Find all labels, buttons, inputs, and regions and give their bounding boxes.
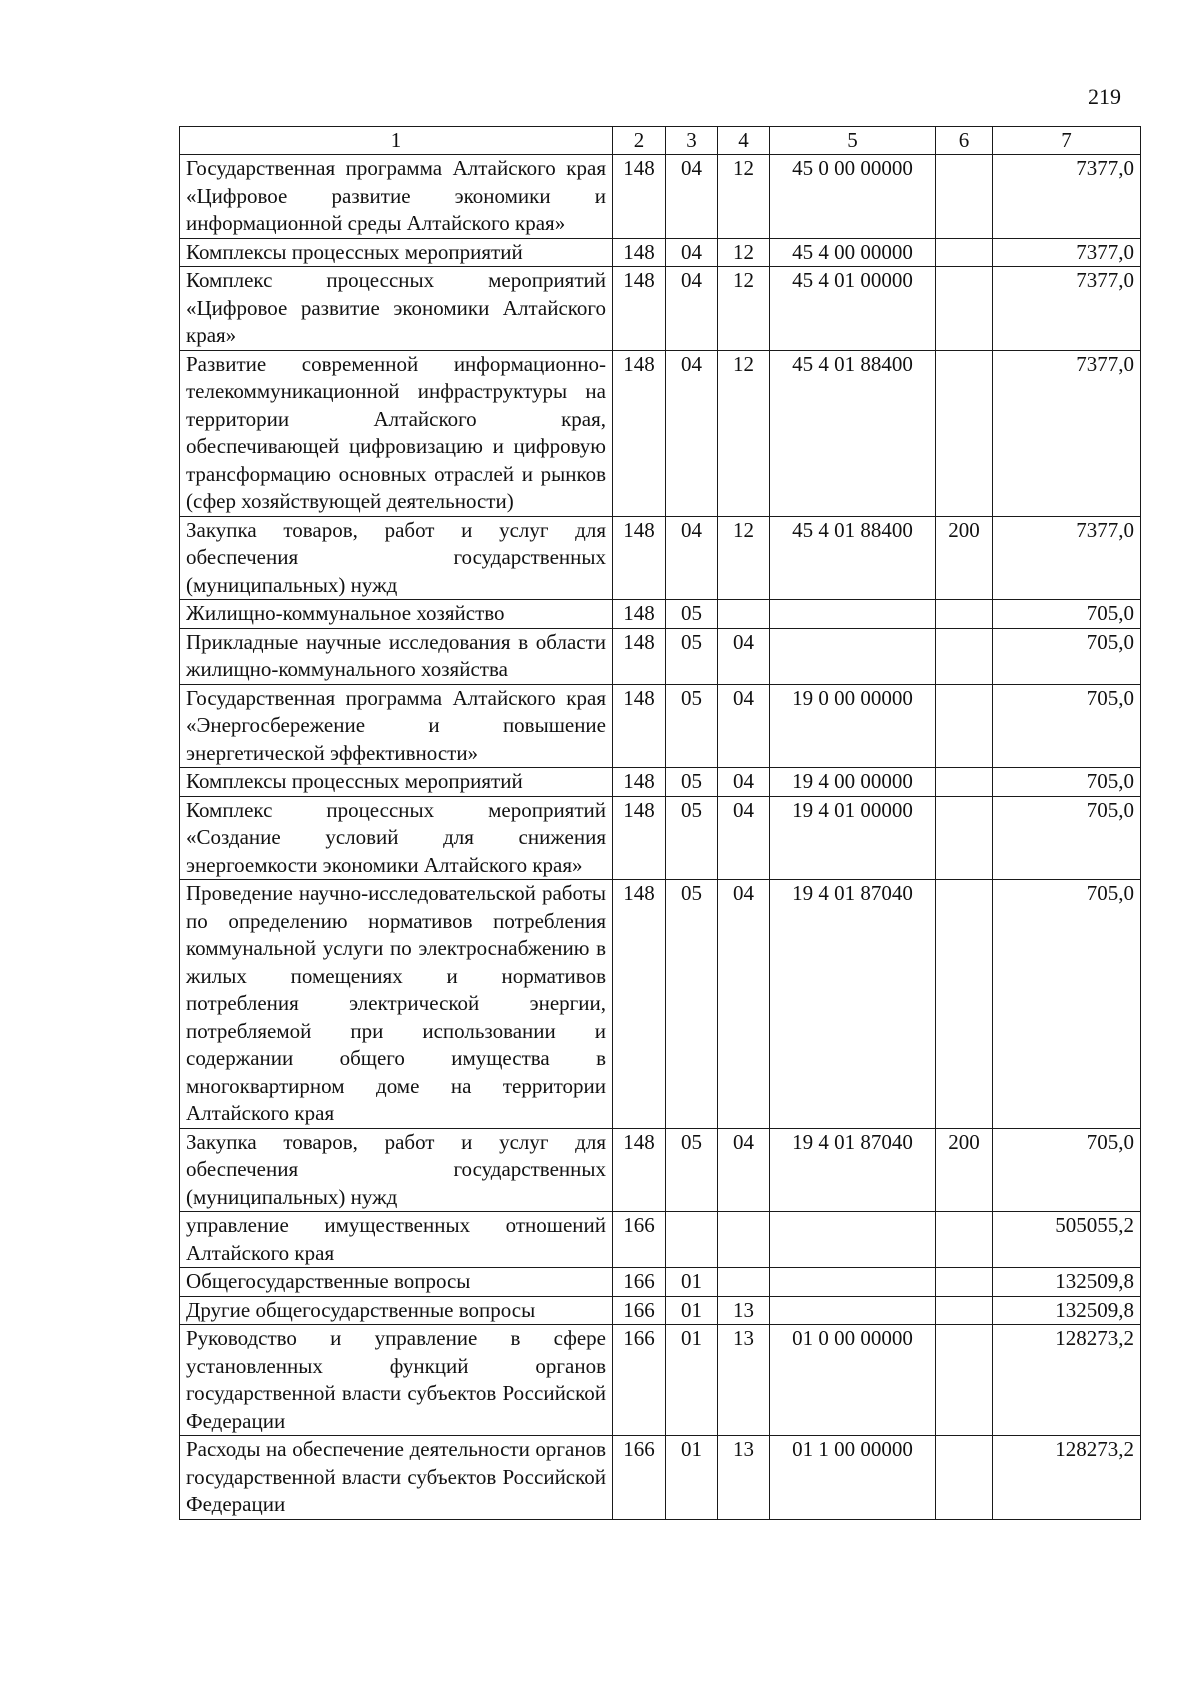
row-amount: 705,0	[993, 628, 1141, 684]
row-code-section: 05	[666, 1128, 718, 1212]
row-code-subsection: 13	[718, 1325, 770, 1436]
row-code-admin: 166	[613, 1296, 666, 1325]
row-amount: 132509,8	[993, 1268, 1141, 1297]
row-code-expense-type	[936, 1436, 993, 1520]
row-code-expense-type: 200	[936, 516, 993, 600]
budget-table	[179, 126, 1141, 1520]
row-amount: 705,0	[993, 796, 1141, 880]
row-code-target: 19 4 01 87040	[770, 880, 936, 1129]
row-code-target: 19 0 00 00000	[770, 684, 936, 768]
row-code-admin: 148	[613, 768, 666, 797]
row-code-admin: 148	[613, 600, 666, 629]
row-amount: 7377,0	[993, 238, 1141, 267]
row-code-section: 05	[666, 600, 718, 629]
row-code-target: 45 4 01 00000	[770, 267, 936, 351]
row-code-section: 05	[666, 880, 718, 1129]
column-header-6: 6	[936, 127, 993, 155]
row-code-admin: 148	[613, 267, 666, 351]
table-row	[180, 768, 1141, 797]
row-code-subsection: 12	[718, 350, 770, 516]
table-row	[180, 880, 1141, 1129]
table-body	[180, 155, 1141, 1520]
row-code-section: 05	[666, 684, 718, 768]
row-code-target	[770, 628, 936, 684]
row-code-target: 19 4 00 00000	[770, 768, 936, 797]
row-amount: 705,0	[993, 1128, 1141, 1212]
row-code-admin: 148	[613, 880, 666, 1129]
row-code-target	[770, 1268, 936, 1297]
row-code-admin: 148	[613, 684, 666, 768]
row-code-expense-type	[936, 1212, 993, 1268]
row-code-section: 05	[666, 628, 718, 684]
row-code-expense-type	[936, 768, 993, 797]
table-row	[180, 238, 1141, 267]
row-code-subsection: 12	[718, 516, 770, 600]
row-amount: 128273,2	[993, 1325, 1141, 1436]
table-row	[180, 350, 1141, 516]
row-code-subsection: 13	[718, 1436, 770, 1520]
row-code-subsection: 04	[718, 768, 770, 797]
table-row	[180, 1296, 1141, 1325]
row-code-admin: 166	[613, 1325, 666, 1436]
row-code-section: 04	[666, 350, 718, 516]
row-name: управление имущественных отношений Алтайского края	[180, 1212, 613, 1268]
row-code-subsection: 04	[718, 628, 770, 684]
row-code-target: 01 0 00 00000	[770, 1325, 936, 1436]
row-amount: 132509,8	[993, 1296, 1141, 1325]
row-name: Другие общегосударственные вопросы	[180, 1296, 613, 1325]
row-amount: 705,0	[993, 684, 1141, 768]
row-code-section: 05	[666, 796, 718, 880]
table-row	[180, 267, 1141, 351]
row-code-expense-type	[936, 155, 993, 239]
row-code-admin: 148	[613, 516, 666, 600]
column-header-7: 7	[993, 127, 1141, 155]
row-code-expense-type: 200	[936, 1128, 993, 1212]
row-code-expense-type	[936, 1296, 993, 1325]
column-header-4: 4	[718, 127, 770, 155]
row-code-target	[770, 1212, 936, 1268]
row-name: Комплексы процессных мероприятий	[180, 768, 613, 797]
row-code-target: 45 4 00 00000	[770, 238, 936, 267]
table-row	[180, 516, 1141, 600]
row-code-expense-type	[936, 1268, 993, 1297]
row-amount: 7377,0	[993, 155, 1141, 239]
row-name: Жилищно-коммунальное хозяйство	[180, 600, 613, 629]
table-row	[180, 1128, 1141, 1212]
row-code-subsection: 04	[718, 684, 770, 768]
page-number: 219	[1088, 84, 1121, 109]
row-amount: 7377,0	[993, 350, 1141, 516]
column-header-2: 2	[613, 127, 666, 155]
row-code-subsection: 12	[718, 267, 770, 351]
row-amount: 7377,0	[993, 267, 1141, 351]
row-code-expense-type	[936, 628, 993, 684]
row-code-section: 01	[666, 1325, 718, 1436]
row-name: Государственная программа Алтайского края «Энергосбережение и повышение энергетической эффективности»	[180, 684, 613, 768]
row-code-admin: 148	[613, 155, 666, 239]
row-code-section: 01	[666, 1436, 718, 1520]
row-code-subsection	[718, 600, 770, 629]
row-code-expense-type	[936, 880, 993, 1129]
row-code-target: 19 4 01 87040	[770, 1128, 936, 1212]
row-code-admin: 166	[613, 1436, 666, 1520]
table-row	[180, 1325, 1141, 1436]
row-code-admin: 148	[613, 238, 666, 267]
row-amount: 705,0	[993, 600, 1141, 629]
row-code-section: 04	[666, 516, 718, 600]
row-name: Комплексы процессных мероприятий	[180, 238, 613, 267]
table-row	[180, 155, 1141, 239]
row-code-expense-type	[936, 796, 993, 880]
row-code-expense-type	[936, 267, 993, 351]
row-code-section: 04	[666, 267, 718, 351]
row-code-target	[770, 600, 936, 629]
row-name: Государственная программа Алтайского края «Цифровое развитие экономики и информационной среды Алтайского края»	[180, 155, 613, 239]
row-code-expense-type	[936, 684, 993, 768]
table-row	[180, 628, 1141, 684]
row-code-section	[666, 1212, 718, 1268]
table-row	[180, 1212, 1141, 1268]
row-code-subsection: 12	[718, 238, 770, 267]
row-amount: 7377,0	[993, 516, 1141, 600]
row-code-target	[770, 1296, 936, 1325]
row-code-admin: 166	[613, 1212, 666, 1268]
row-code-section: 04	[666, 155, 718, 239]
row-name: Проведение научно-исследовательской работы по определению нормативов потребления коммунальной услуги по электроснабжению в жилых помещениях и нормативов потребления электрической энергии, потребляемой при использовании и содержании общего имущества в многоквартирном доме на территории Алтайского края	[180, 880, 613, 1129]
row-code-target: 45 4 01 88400	[770, 350, 936, 516]
row-amount: 128273,2	[993, 1436, 1141, 1520]
row-code-target: 19 4 01 00000	[770, 796, 936, 880]
row-code-subsection: 04	[718, 1128, 770, 1212]
table-row	[180, 1268, 1141, 1297]
row-amount: 505055,2	[993, 1212, 1141, 1268]
table-row	[180, 600, 1141, 629]
row-code-section: 04	[666, 238, 718, 267]
row-name: Комплекс процессных мероприятий «Цифровое развитие экономики Алтайского края»	[180, 267, 613, 351]
row-code-admin: 166	[613, 1268, 666, 1297]
table-row	[180, 796, 1141, 880]
row-code-section: 01	[666, 1268, 718, 1297]
column-header-3: 3	[666, 127, 718, 155]
row-code-admin: 148	[613, 628, 666, 684]
row-name: Расходы на обеспечение деятельности органов государственной власти субъектов Российской Федерации	[180, 1436, 613, 1520]
row-code-expense-type	[936, 600, 993, 629]
row-code-subsection: 04	[718, 880, 770, 1129]
row-name: Закупка товаров, работ и услуг для обеспечения государственных (муниципальных) нужд	[180, 516, 613, 600]
row-code-target: 01 1 00 00000	[770, 1436, 936, 1520]
column-header-1: 1	[180, 127, 613, 155]
row-amount: 705,0	[993, 768, 1141, 797]
row-code-section: 01	[666, 1296, 718, 1325]
row-code-subsection	[718, 1212, 770, 1268]
row-code-admin: 148	[613, 350, 666, 516]
row-name: Общегосударственные вопросы	[180, 1268, 613, 1297]
table-row	[180, 1436, 1141, 1520]
row-name: Развитие современной информационно-телекоммуникационной инфраструктуры на территории Алтайского края, обеспечивающей цифровизацию и цифровую трансформацию основных отраслей и рынков (сфер хозяйствующей деятельности)	[180, 350, 613, 516]
row-code-subsection: 13	[718, 1296, 770, 1325]
row-code-subsection: 12	[718, 155, 770, 239]
row-code-expense-type	[936, 1325, 993, 1436]
row-code-subsection	[718, 1268, 770, 1297]
row-code-admin: 148	[613, 1128, 666, 1212]
row-code-subsection: 04	[718, 796, 770, 880]
row-code-target: 45 4 01 88400	[770, 516, 936, 600]
row-name: Руководство и управление в сфере установленных функций органов государственной власти субъектов Российской Федерации	[180, 1325, 613, 1436]
row-code-admin: 148	[613, 796, 666, 880]
table-row	[180, 684, 1141, 768]
row-code-section: 05	[666, 768, 718, 797]
row-code-expense-type	[936, 350, 993, 516]
row-amount: 705,0	[993, 880, 1141, 1129]
table-header-row	[180, 127, 1141, 155]
row-code-target: 45 0 00 00000	[770, 155, 936, 239]
row-name: Комплекс процессных мероприятий «Создание условий для снижения энергоемкости экономики Алтайского края»	[180, 796, 613, 880]
row-code-expense-type	[936, 238, 993, 267]
row-name: Прикладные научные исследования в области жилищно-коммунального хозяйства	[180, 628, 613, 684]
column-header-5: 5	[770, 127, 936, 155]
row-name: Закупка товаров, работ и услуг для обеспечения государственных (муниципальных) нужд	[180, 1128, 613, 1212]
